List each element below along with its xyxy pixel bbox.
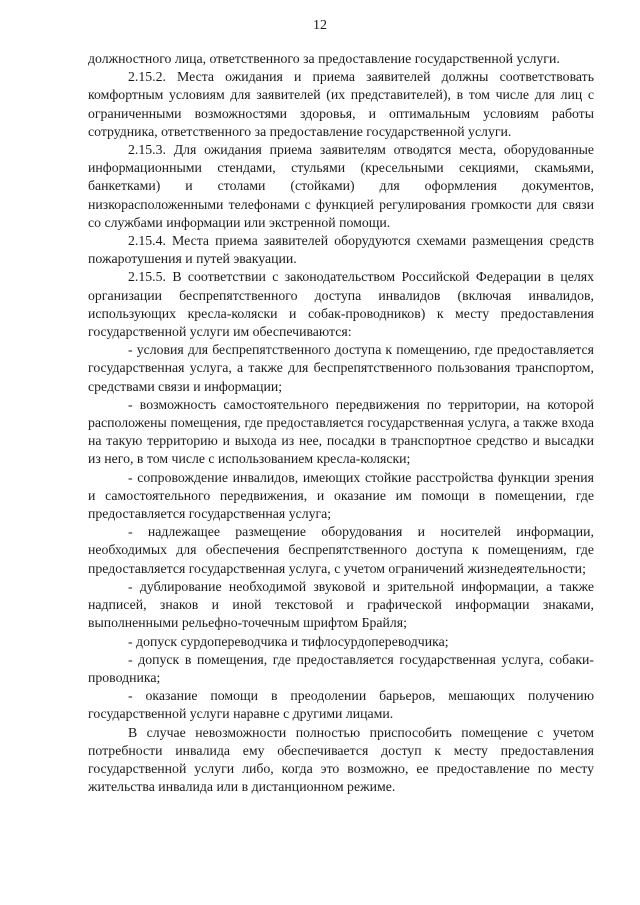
paragraph-remote-service: В случае невозможности полностью приспособить помещение с учетом потребности инвалида ему обеспечивается доступ к месту предоставления государственной услуги либо, когда это возможно, ее предоставление по месту жительства инвалида или в дистанционном режиме.: [88, 724, 594, 795]
paragraph-2-15-4: 2.15.4. Места приема заявителей оборудуются схемами размещения средств пожаротушения и путей эвакуации.: [88, 233, 594, 267]
page-number: 12: [313, 18, 327, 33]
paragraph-2-15-3: 2.15.3. Для ожидания приема заявителям отводятся места, оборудованные информационными стендами, стульями (кресельными секциями, скамьями, банкетками) и столами (стойками) для оформления документов, низкорасположенными телефонами с функцией регулирования громкости для связи со службами информации или экстренной помощи.: [88, 142, 594, 230]
list-item-equipment-placement: - надлежащее размещение оборудования и носителей информации, необходимых для обеспечения беспрепятственного доступа к помещениям, где предоставляется государственная услуга, с учетом ограничений жизнедеятельности;: [88, 524, 594, 576]
paragraph-2-15-5: 2.15.5. В соответствии с законодательством Российской Федерации в целях организации беспрепятственного доступа инвалидов (включая инвалидов, использующих кресла-коляски и собак-проводников) к месту предоставления государственной услуги им обеспечиваются:: [88, 269, 594, 340]
list-item-access-conditions: - условия для беспрепятственного доступа к помещению, где предоставляется государственная услуга, а также для беспрепятственного пользования транспортом, средствами связи и информации;: [88, 342, 594, 394]
list-item-escort: - сопровождение инвалидов, имеющих стойкие расстройства функции зрения и самостоятельного передвижения, и оказание им помощи в помещении, где предоставляется государственная услуга;: [88, 469, 594, 522]
list-item-guide-dog: - допуск в помещения, где предоставляется государственная услуга, собаки-проводника;: [88, 651, 594, 685]
list-item-movement: - возможность самостоятельного передвижения по территории, на которой расположены помещения, где предоставляется государственная услуга, а также входа на такую территорию и выхода из нее, посадки в транспортное средство и высадки из него, в том числе с использованием кресла-коляски;: [88, 396, 594, 467]
list-item-duplication: - дублирование необходимой звуковой и зрительной информации, а также надписей, знаков и иной текстовой и графической информации знаками, выполненными рельефно-точечным шрифтом Брайля;: [88, 578, 594, 631]
document-body: [88, 50, 594, 796]
paragraph-2-15-2: 2.15.2. Места ожидания и приема заявителей должны соответствовать комфортным условиям для заявителей (их представителей), в том числе для лиц с ограниченными возможностями здоровья, и оптимальным условиям работы сотрудника, ответственного за предоставление государственной услуги.: [88, 69, 594, 139]
paragraph-continuation: должностного лица, ответственного за предоставление государственной услуги.: [88, 51, 560, 66]
list-item-sign-interpreter: - допуск сурдопереводчика и тифлосурдопереводчика;: [128, 633, 449, 649]
list-item-assistance: - оказание помощи в преодолении барьеров, мешающих получению государственной услуги наравне с другими лицами.: [88, 688, 594, 722]
